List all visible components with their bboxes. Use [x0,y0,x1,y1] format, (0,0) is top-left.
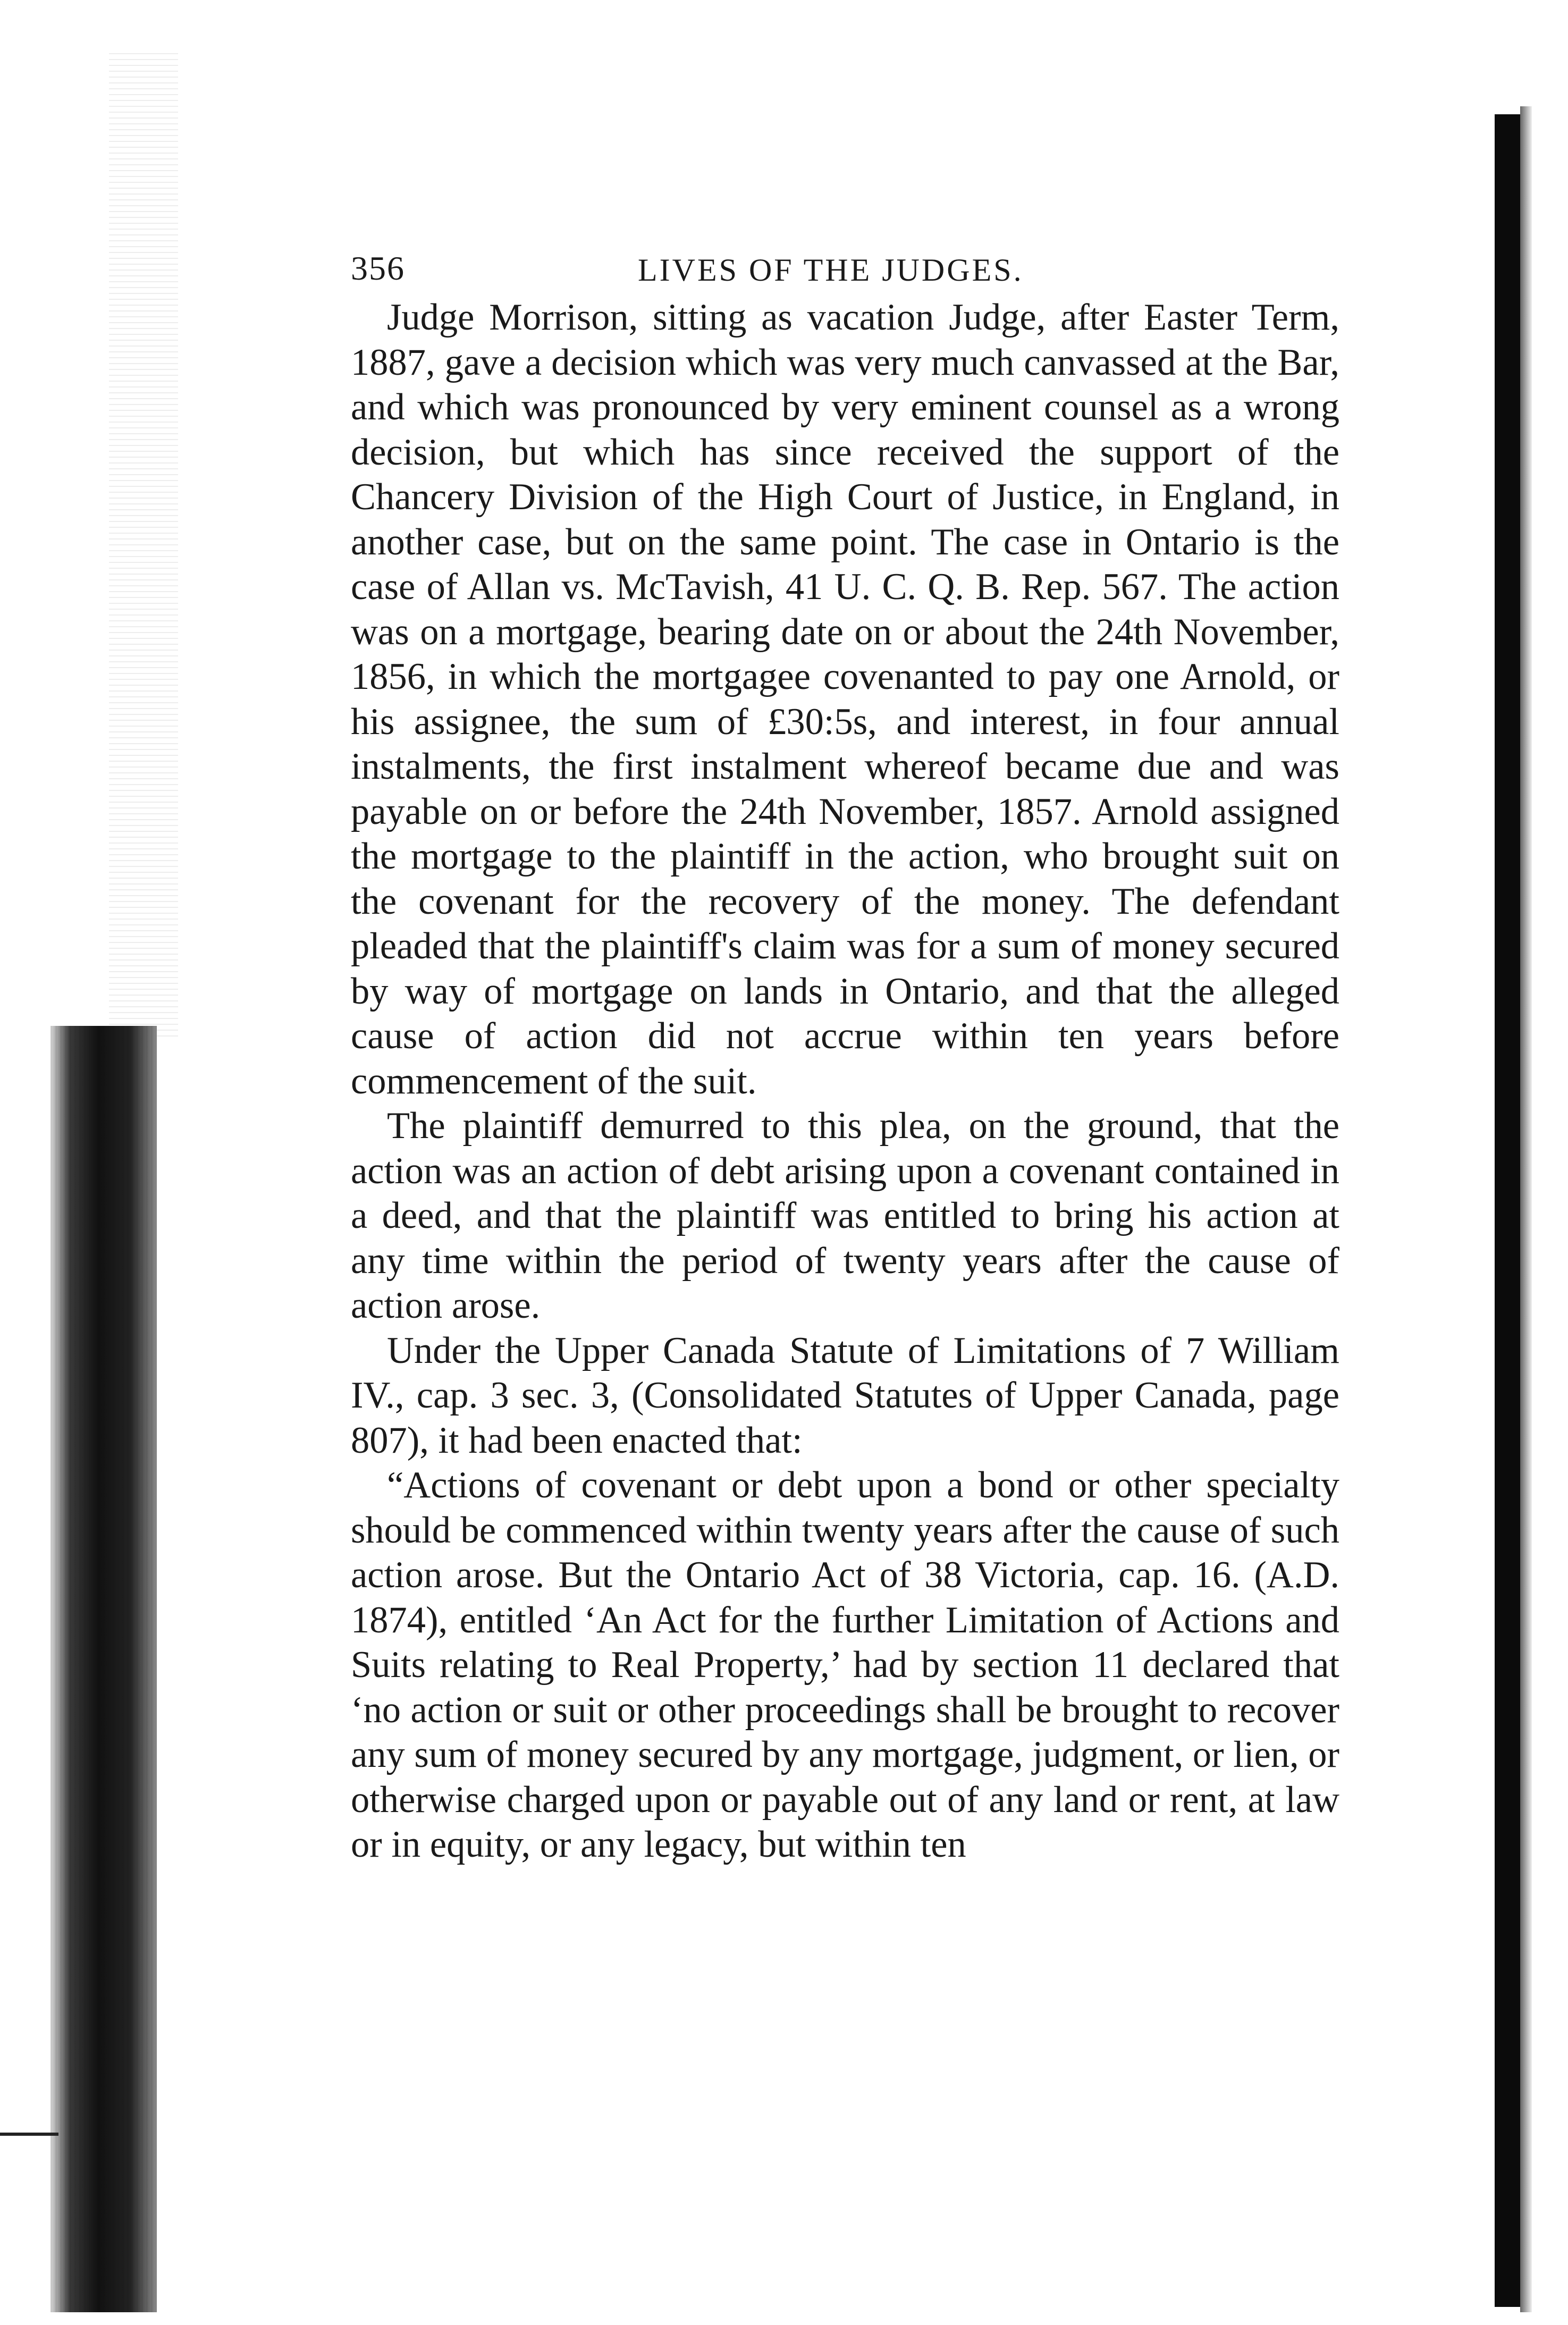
scan-left-edge-shadow [50,1026,157,2312]
book-page [351,245,1339,1867]
scan-right-edge-fade [1520,106,1532,2312]
paragraph: “Actions of covenant or debt upon a bond or other specialty should be commenced within twenty years after the cause of such action arose. But the Ontario Act of 38 Victoria, cap. 16. (A.D. 1874), entitled ‘An Act for the further Limitation of Actions and Suits relating to Real Property,’ had by section 11 declared that ‘no action or suit or other proceedings shall be brought to recover any sum of money secured by any mortgage, judgment, or lien, or otherwise charged upon or payable out of any land or rent, at law or in equity, or any legacy, but within ten [351,1464,1339,1865]
running-title: LIVES OF THE JUDGES. [638,252,1024,288]
page-number: 356 [351,249,405,287]
body-text [351,295,1339,1867]
running-head [351,245,1339,295]
scan-edge-speckle [109,53,178,1037]
paragraph: Under the Upper Canada Statute of Limitations of 7 William IV., cap. 3 sec. 3, (Consolidated Statutes of Upper Canada, page 807), it had been enacted that: [351,1329,1339,1461]
scan-margin-rule [0,2133,58,2136]
scan-right-edge-shadow [1495,114,1520,2307]
paragraph: Judge Morrison, sitting as vacation Judge, after Easter Term, 1887, gave a decision which was very much canvassed at the Bar, and which was pronounced by very eminent counsel as a wrong decision, but which has since received the support of the Chancery Division of the High Court of Justice, in England, in another case, but on the same point. The case in Ontario is the case of Allan vs. McTavish, 41 U. C. Q. B. Rep. 567. The action was on a mortgage, bearing date on or about the 24th November, 1856, in which the mortgagee covenanted to pay one Arnold, or his assignee, the sum of £30:5s, and interest, in four annual instalments, the first instalment whereof became due and was payable on or before the 24th November, 1857. Arnold assigned the mortgage to the plaintiff in the action, who brought suit on the covenant for the recovery of the money. The defendant pleaded that the plaintiff's claim was for a sum of money secured by way of mortgage on lands in Ontario, and that the alleged cause of action did not accrue within ten years before commencement of the suit. [351,297,1339,1102]
paragraph: The plaintiff demurred to this plea, on the ground, that the action was an action of debt arising upon a covenant contained in a deed, and that the plaintiff was entitled to bring his action at any time within the period of twenty years after the cause of action arose. [351,1105,1339,1326]
